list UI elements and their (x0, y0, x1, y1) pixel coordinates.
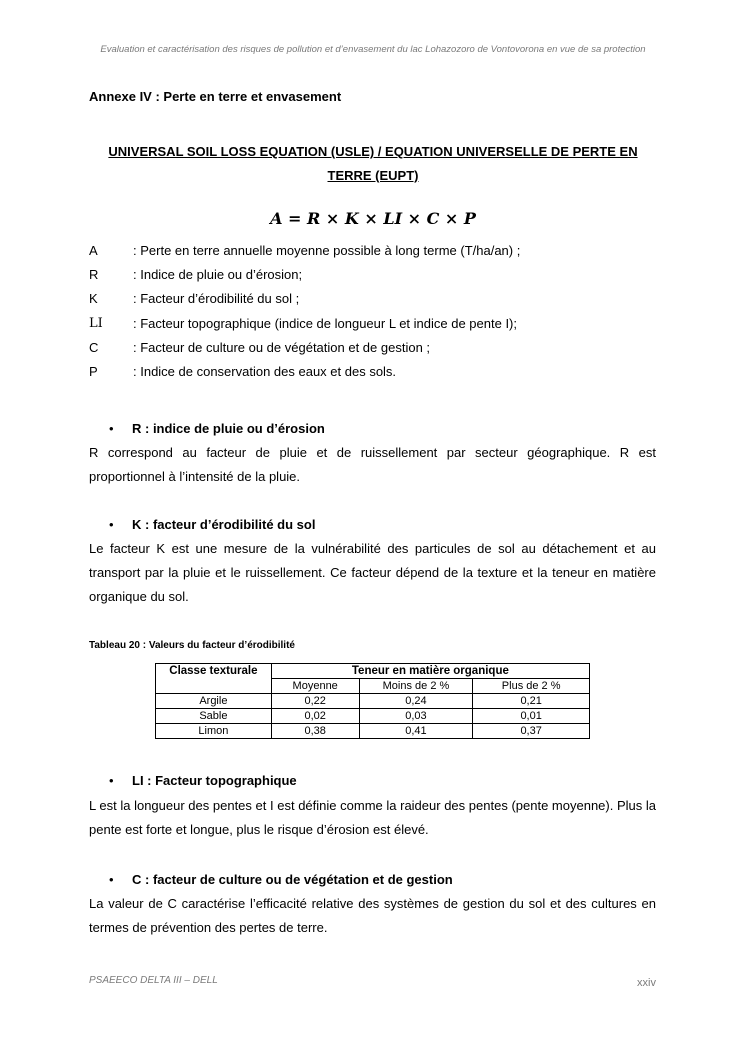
variable-definition: : Facteur d’érodibilité du sol ; (133, 291, 300, 306)
table-header-row (156, 664, 590, 679)
variable-symbol: LI (89, 316, 103, 331)
variable-symbol: R (89, 267, 99, 282)
table-cell: 0,21 (473, 694, 590, 709)
table-row (156, 724, 590, 739)
table-cell: Sable (156, 709, 272, 724)
section-paragraph-k: Le facteur K est une mesure de la vulnérabilité des particules de sol au détachement et au transport par la pluie et le ruissellement. Ce facteur dépend de la texture et la teneur en matière organique du sol. (89, 541, 656, 604)
variable-symbol: C (89, 340, 99, 355)
bullet-icon: • (109, 773, 114, 788)
table-cell: 0,37 (473, 724, 590, 739)
variable-definition: : Facteur topographique (indice de longueur L et indice de pente I); (133, 316, 517, 331)
section-heading-text: K : facteur d’érodibilité du sol (132, 517, 316, 532)
variable-definition: : Perte en terre annuelle moyenne possible à long terme (T/ha/an) ; (133, 243, 521, 258)
table-cell: 0,01 (473, 709, 590, 724)
table-subheader-cell: Moyenne (271, 679, 359, 694)
section-paragraph-c: La valeur de C caractérise l’efficacité relative des systèmes de gestion du sol et des cultures en termes de prévention des pertes de terre. (89, 896, 656, 935)
table-cell: 0,38 (271, 724, 359, 739)
section-heading-text: C : facteur de culture ou de végétation et de gestion (132, 872, 453, 887)
bullet-icon: • (109, 421, 114, 436)
table-subheader-cell: Plus de 2 % (473, 679, 590, 694)
table-cell: Limon (156, 724, 272, 739)
table-cell: 0,22 (271, 694, 359, 709)
running-header: Evaluation et caractérisation des risques de pollution et d’envasement du lac Lohazozoro de Vontovorona en vue de sa protection (100, 44, 646, 55)
table-caption: Tableau 20 : Valeurs du facteur d’érodibilité (89, 640, 295, 651)
table-header-cell (156, 679, 272, 694)
bullet-icon: • (109, 517, 114, 532)
table-subheader-cell: Moins de 2 % (359, 679, 473, 694)
table-cell: 0,41 (359, 724, 473, 739)
section-heading-text: LI : Facteur topographique (132, 773, 297, 788)
table-header-cell: Classe texturale (156, 664, 272, 679)
variable-definition: : Facteur de culture ou de végétation et de gestion ; (133, 340, 431, 355)
usle-title: UNIVERSAL SOIL LOSS EQUATION (USLE) / EQUATION UNIVERSELLE DE PERTE EN TERRE (EUPT) (108, 144, 638, 183)
section-paragraph-li: L est la longueur des pentes et I est définie comme la raideur des pentes (pente moyenne). Plus la pente est forte et longue, plus le risque d’érosion est élevé. (89, 798, 656, 837)
bullet-icon: • (109, 872, 114, 887)
usle-formula: A = R × K × LI × C × P (270, 209, 476, 228)
table-cell: 0,24 (359, 694, 473, 709)
table-subheader-row (156, 679, 590, 694)
table-row (156, 709, 590, 724)
section-heading-text: R : indice de pluie ou d’érosion (132, 421, 325, 436)
table-cell: 0,02 (271, 709, 359, 724)
table-header-cell: Teneur en matière organique (271, 664, 589, 679)
variable-symbol: P (89, 364, 98, 379)
annex-title: Annexe IV : Perte en terre et envasement (89, 89, 342, 104)
variable-symbol: K (89, 291, 98, 306)
table-cell: Argile (156, 694, 272, 709)
variable-definition: : Indice de conservation des eaux et des sols. (133, 364, 397, 379)
variable-definition: : Indice de pluie ou d’érosion; (133, 267, 303, 282)
table-cell: 0,03 (359, 709, 473, 724)
footer-organization: PSAEECO DELTA III – DELL (89, 975, 218, 986)
table-row (156, 694, 590, 709)
section-paragraph-r: R correspond au facteur de pluie et de ruissellement par secteur géographique. R est proportionnel à l’intensité de la pluie. (89, 445, 656, 484)
page-number: xxiv (637, 977, 656, 989)
erodibility-table (155, 663, 590, 739)
variable-symbol: A (89, 243, 98, 258)
